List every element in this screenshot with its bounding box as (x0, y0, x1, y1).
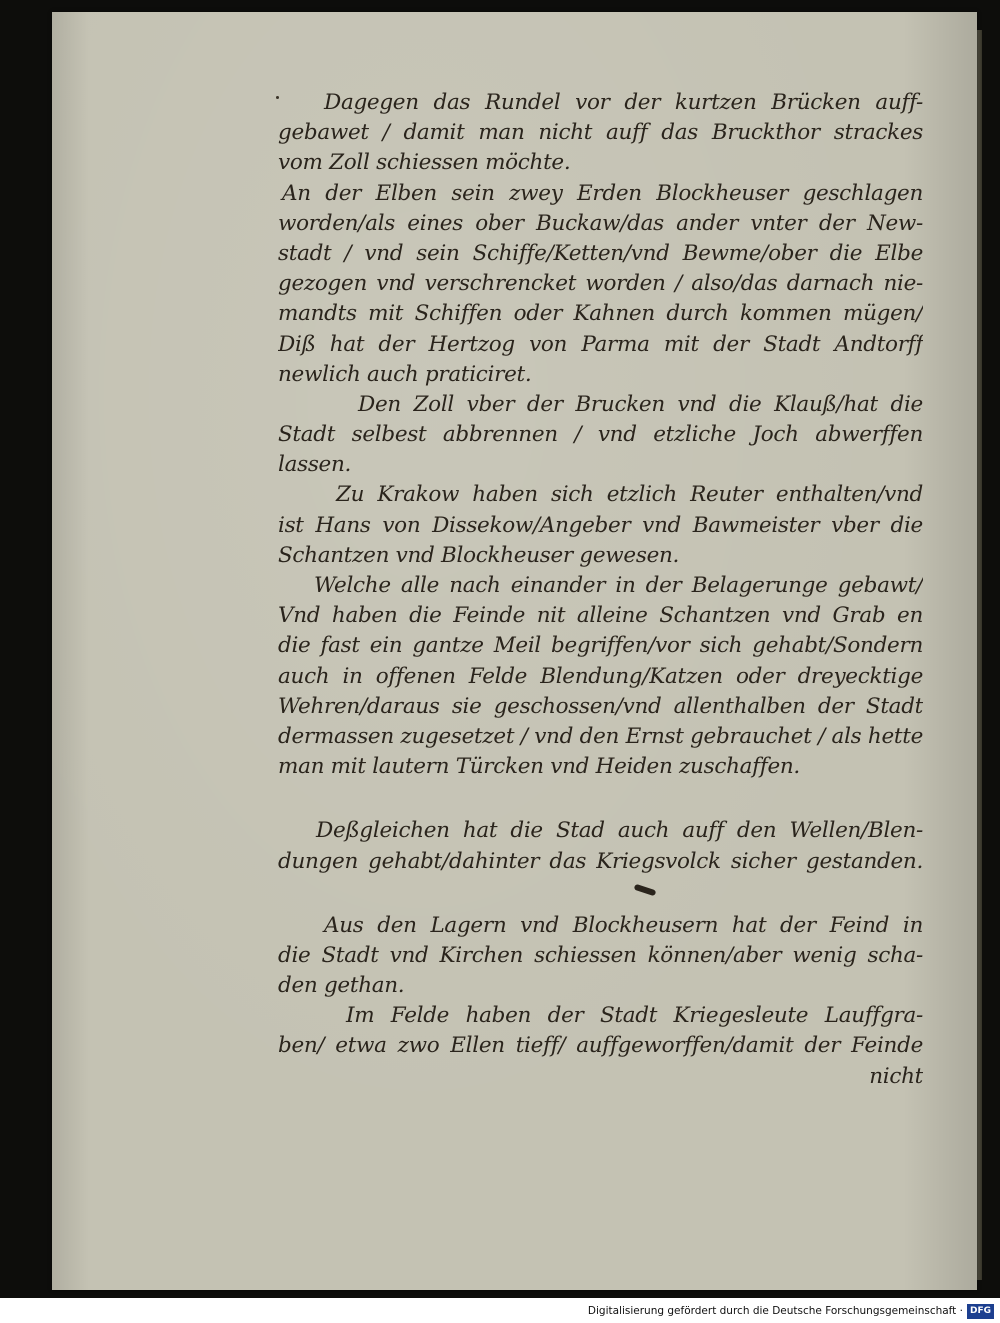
text-line: die Stadt vnd Kirchen schiessen können/aber wenig scha- (278, 942, 923, 968)
document-text (278, 88, 923, 1092)
text-line: Wehren/daraus sie geschossen/vnd allenthalben der Stadt (278, 693, 923, 719)
text-line: Deßgleichen hat die Stad auch auff den Wellen/Blen- (316, 818, 923, 844)
text-line: dungen gehabt/dahinter das Kriegsvolck sicher gestanden. (278, 848, 923, 874)
text-line: An der Elben sein zwey Erden Blockheuser geschlagen (282, 180, 923, 206)
text-line: mandts mit Schiffen oder Kahnen durch kommen mügen/ (278, 301, 923, 327)
text-line: stadt / vnd sein Schiffe/Ketten/vnd Bewme/ober die Elbe (278, 240, 923, 266)
text-line: vom Zoll schiessen möchte. (278, 150, 571, 176)
text-line: worden/als eines ober Buckaw/das ander vnter der New- (278, 210, 923, 236)
text-line: Zu Krakow haben sich etzlich Reuter enthalten/vnd (336, 482, 923, 508)
text-line: Stadt selbest abbrennen / vnd etzliche Joch abwerffen (278, 422, 923, 448)
text-line: ben/ etwa zwo Ellen tieff/ auffgeworffen/damit der Feinde (278, 1033, 923, 1059)
text-line: man mit lautern Türcken vnd Heiden zuschaffen. (278, 754, 800, 780)
ornament-mark (634, 883, 657, 896)
ornament-dash (278, 877, 923, 911)
text-line: Im Felde haben der Stadt Kriegesleute Lauffgra- (346, 1003, 923, 1029)
text-line: Schantzen vnd Blockheuser gewesen. (278, 542, 680, 568)
text-line: newlich auch praticiret. (278, 361, 532, 387)
footer-text: Digitalisierung gefördert durch die Deutsche Forschungsgemeinschaft · (587, 1305, 963, 1317)
text-line: Diß hat der Hertzog von Parma mit der Stadt Andtorff (278, 331, 923, 357)
text-line: dermassen zugesetzet / vnd den Ernst gebrauchet / als hette (278, 723, 923, 749)
paragraph-gap (278, 782, 923, 816)
text-line: Den Zoll vber der Brucken vnd die Klauß/hat die (358, 391, 923, 417)
dfg-logo[interactable]: DFG (967, 1304, 994, 1319)
text-line: lassen. (278, 452, 352, 478)
text-line: den gethan. (278, 973, 405, 999)
text-line: Dagegen das Rundel vor der kurtzen Brücken auff- (324, 90, 923, 115)
text-line: Welche alle nach einander in der Belagerunge gebawt/ (314, 573, 923, 598)
text-line: auch in offenen Felde Blendung/Katzen oder dreyecktige (278, 663, 923, 689)
text-line: die fast ein gantze Meil begriffen/vor sich gehabt/Sondern (278, 633, 923, 659)
footer-credit (588, 1301, 994, 1321)
text-line: ist Hans von Dissekow/Angeber vnd Bawmeister vber die (278, 512, 923, 538)
text-line: gebawet / damit man nicht auff das Bruckthor strackes (278, 120, 923, 146)
text-line: gezogen vnd verschrencket worden / also/das darnach nie- (278, 271, 923, 297)
text-line: Vnd haben die Feinde nit alleine Schantzen vnd Grab en (278, 603, 923, 629)
text-line: Aus den Lagern vnd Blockheusern hat der Feind in (324, 912, 923, 938)
catchword: nicht (869, 1063, 923, 1089)
